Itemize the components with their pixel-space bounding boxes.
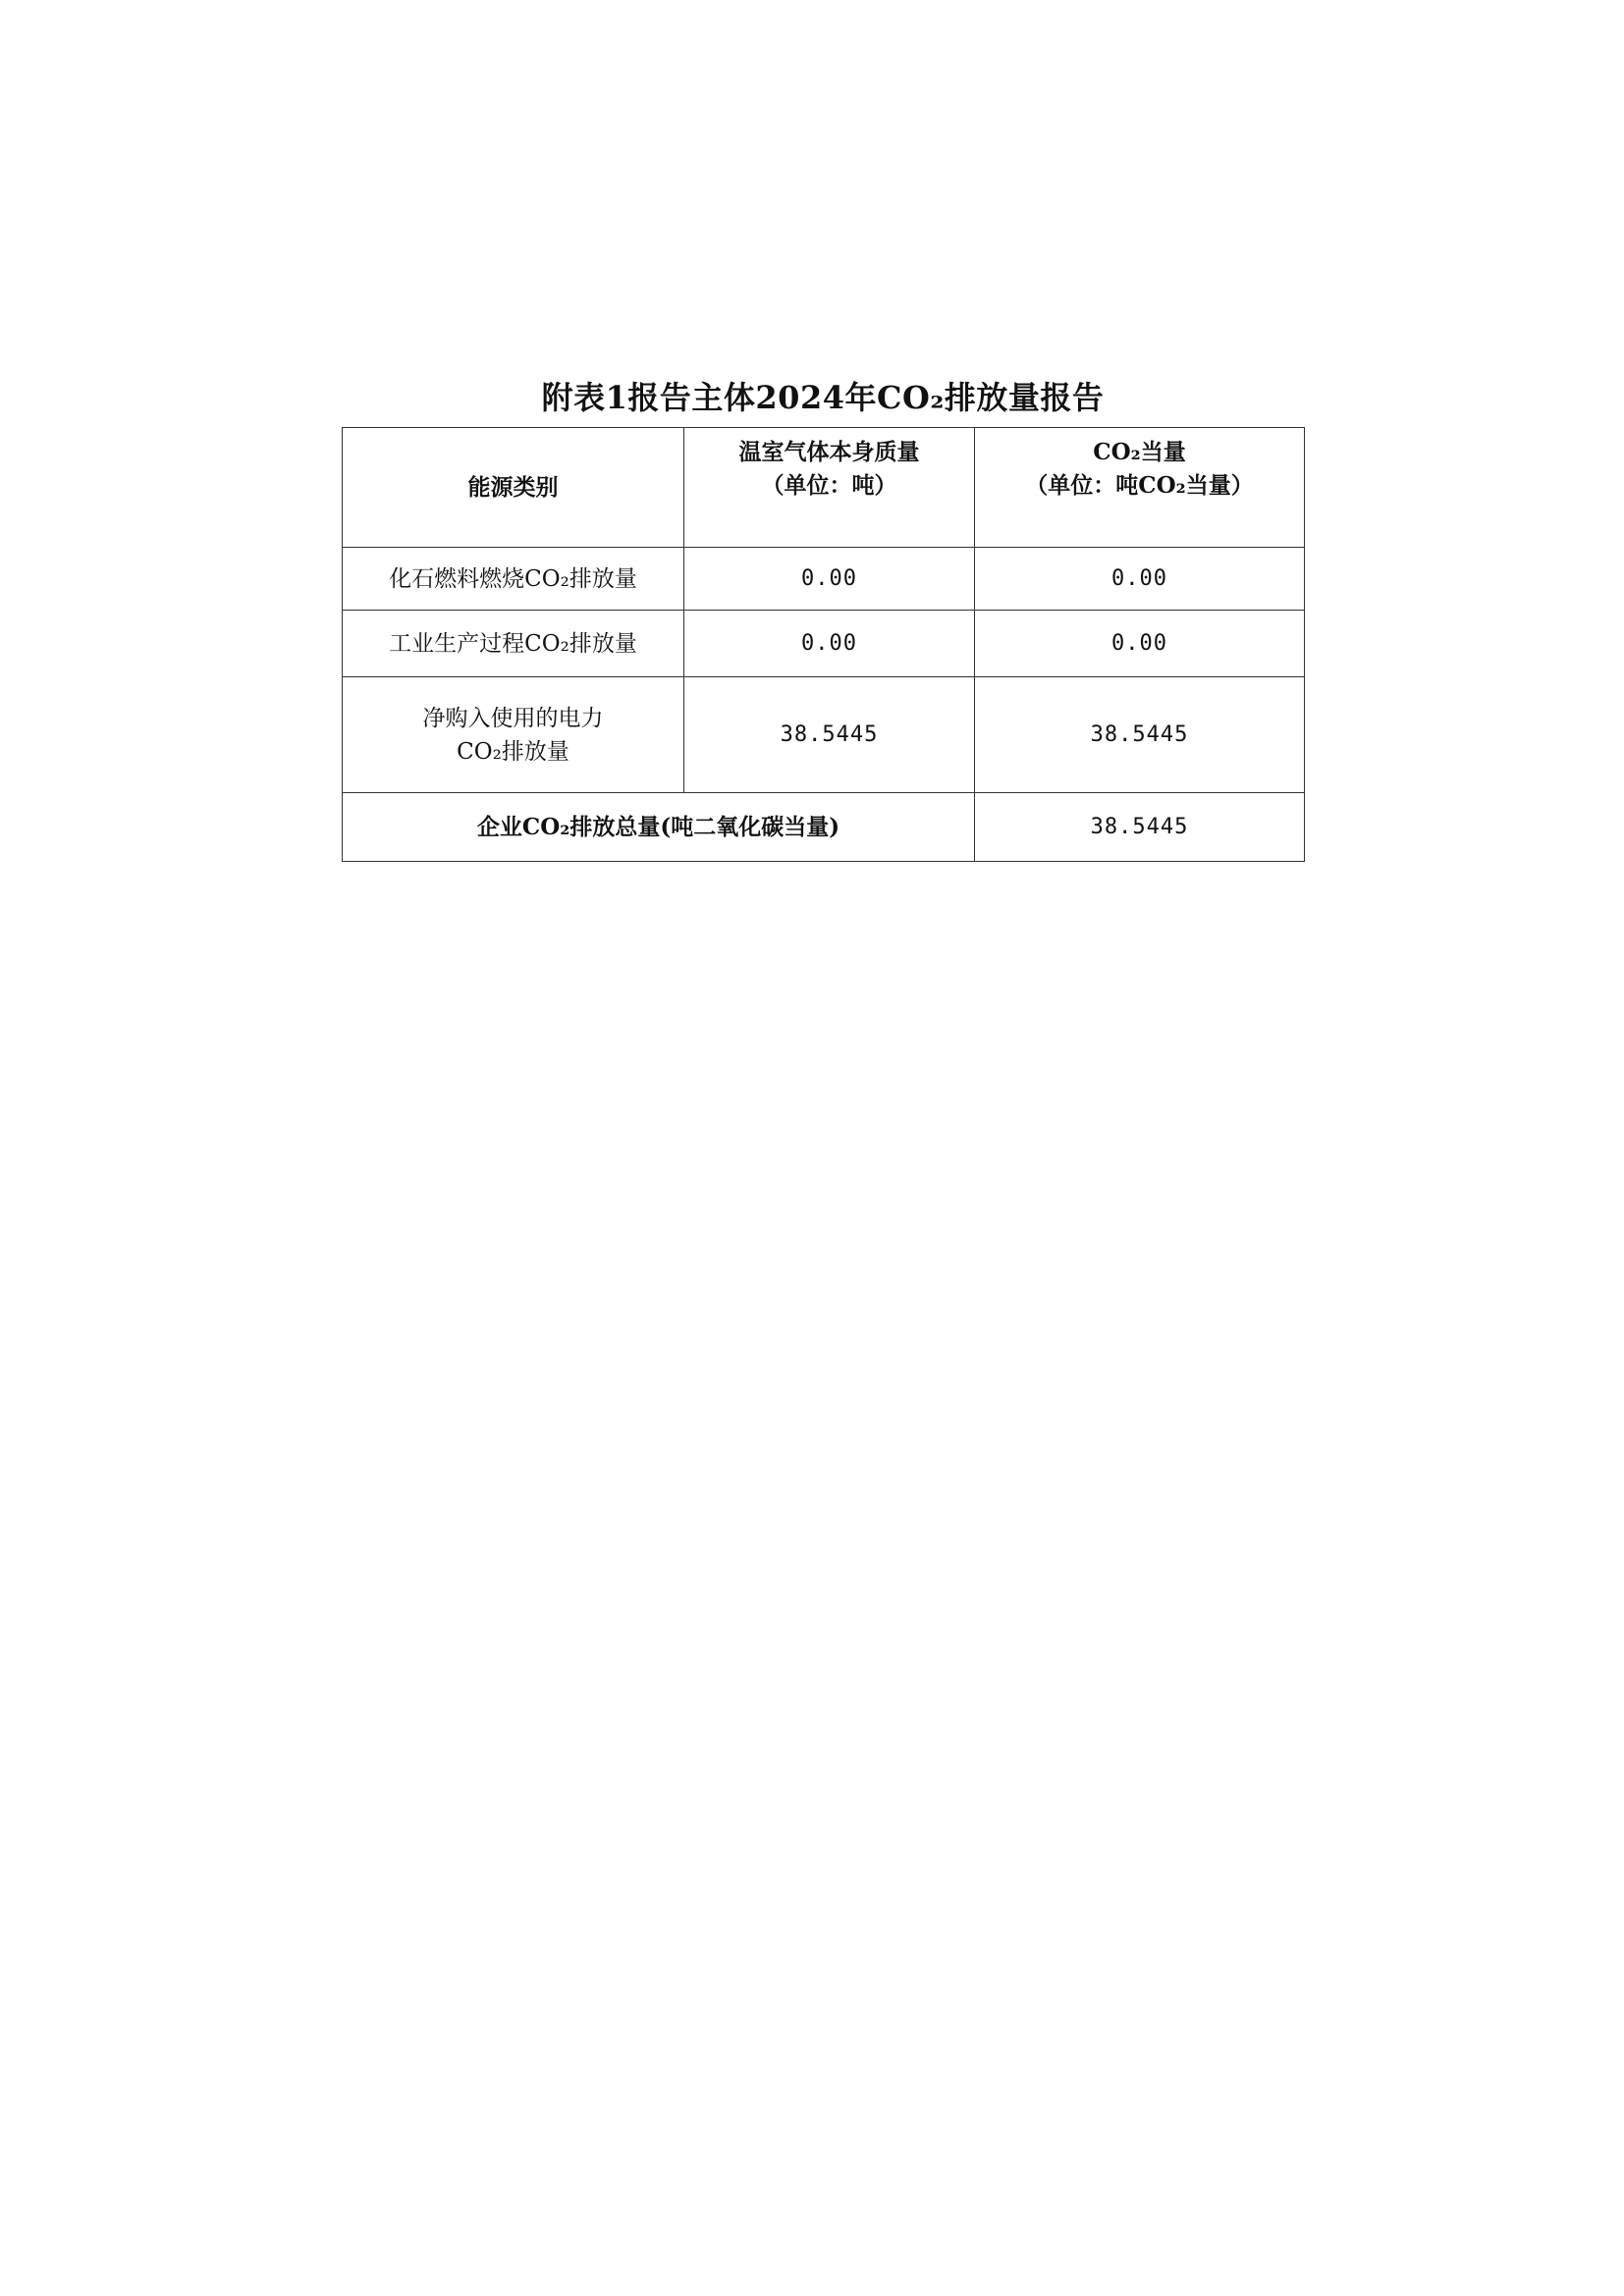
table-header-row [343, 428, 1305, 548]
row-ghg-mass-value: 0.00 [684, 548, 975, 611]
row-category-industrial-process: 工业生产过程CO₂排放量 [343, 611, 684, 677]
table-row [343, 548, 1305, 611]
row-co2e-value: 38.5445 [975, 677, 1305, 793]
row-ghg-mass-value: 38.5445 [684, 677, 975, 793]
row-co2e-value: 0.00 [975, 548, 1305, 611]
table-row [343, 611, 1305, 677]
page-title: 附表1报告主体2024年CO₂排放量报告 [541, 379, 1105, 416]
total-label: 企业CO₂排放总量(吨二氧化碳当量) [343, 793, 975, 862]
header-co2e-title: CO₂当量 [1093, 439, 1186, 465]
emissions-report-table [342, 427, 1305, 862]
header-co2-equivalent [975, 428, 1305, 548]
table-total-row [343, 793, 1305, 862]
row-co2e-value: 0.00 [975, 611, 1305, 677]
row-category-line1: 净购入使用的电力 [422, 705, 604, 731]
total-value: 38.5445 [975, 793, 1305, 862]
header-co2e-unit: （单位：吨CO₂当量） [1025, 472, 1254, 499]
table-row [343, 677, 1305, 793]
row-ghg-mass-value: 0.00 [684, 611, 975, 677]
header-ghg-mass-title: 温室气体本身质量 [738, 439, 920, 465]
header-energy-category: 能源类别 [343, 428, 684, 548]
header-ghg-mass-unit: （单位：吨） [761, 472, 897, 499]
row-category-line2: CO₂排放量 [457, 738, 569, 765]
row-category-fossil-fuel: 化石燃料燃烧CO₂排放量 [343, 548, 684, 611]
header-ghg-mass [684, 428, 975, 548]
row-category-purchased-electricity [343, 677, 684, 793]
